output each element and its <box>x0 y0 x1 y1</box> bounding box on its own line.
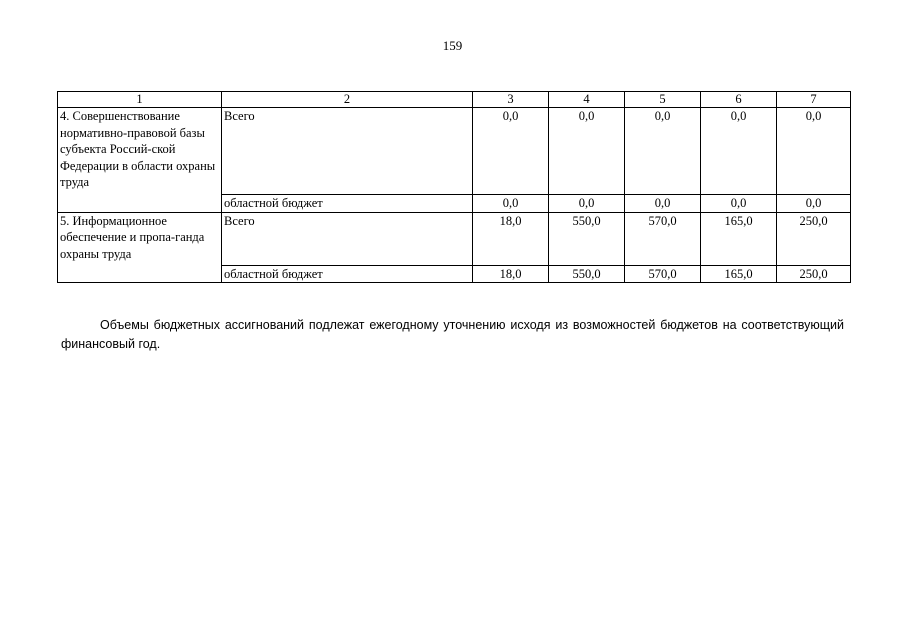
value-cell: 250,0 <box>777 265 851 283</box>
section-name-cell: 4. Совершенствование нормативно-правовой базы субъекта Россий-ской Федерации в области охраны труда <box>58 108 222 213</box>
value-cell: 0,0 <box>701 108 777 195</box>
value-cell: 18,0 <box>473 265 549 283</box>
value-cell: 0,0 <box>473 195 549 213</box>
row-label-cell: Всего <box>222 108 473 195</box>
row-label-cell: Всего <box>222 212 473 265</box>
value-cell: 165,0 <box>701 265 777 283</box>
header-cell: 5 <box>625 92 701 108</box>
header-cell: 6 <box>701 92 777 108</box>
header-cell: 3 <box>473 92 549 108</box>
value-cell: 550,0 <box>549 265 625 283</box>
value-cell: 250,0 <box>777 212 851 265</box>
note-paragraph: Объемы бюджетных ассигнований подлежат ежегодному уточнению исходя из возможностей бюджетов на соответствующий финансовый год. <box>61 317 844 351</box>
value-cell: 0,0 <box>549 195 625 213</box>
value-cell: 0,0 <box>473 108 549 195</box>
value-cell: 0,0 <box>625 108 701 195</box>
table-header-row <box>58 92 851 108</box>
value-cell: 0,0 <box>549 108 625 195</box>
section-name-cell: 5. Информационное обеспечение и пропа-ганда охраны труда <box>58 212 222 283</box>
header-cell: 7 <box>777 92 851 108</box>
header-cell: 4 <box>549 92 625 108</box>
value-cell: 0,0 <box>777 108 851 195</box>
table-row <box>58 108 851 195</box>
value-cell: 0,0 <box>701 195 777 213</box>
value-cell: 0,0 <box>777 195 851 213</box>
value-cell: 550,0 <box>549 212 625 265</box>
budget-table <box>57 91 851 283</box>
value-cell: 18,0 <box>473 212 549 265</box>
header-cell: 1 <box>58 92 222 108</box>
value-cell: 570,0 <box>625 212 701 265</box>
row-label-cell: областной бюджет <box>222 195 473 213</box>
value-cell: 0,0 <box>625 195 701 213</box>
header-cell: 2 <box>222 92 473 108</box>
row-label-cell: областной бюджет <box>222 265 473 283</box>
table-row <box>58 212 851 265</box>
value-cell: 570,0 <box>625 265 701 283</box>
value-cell: 165,0 <box>701 212 777 265</box>
page-number: 159 <box>442 38 463 53</box>
